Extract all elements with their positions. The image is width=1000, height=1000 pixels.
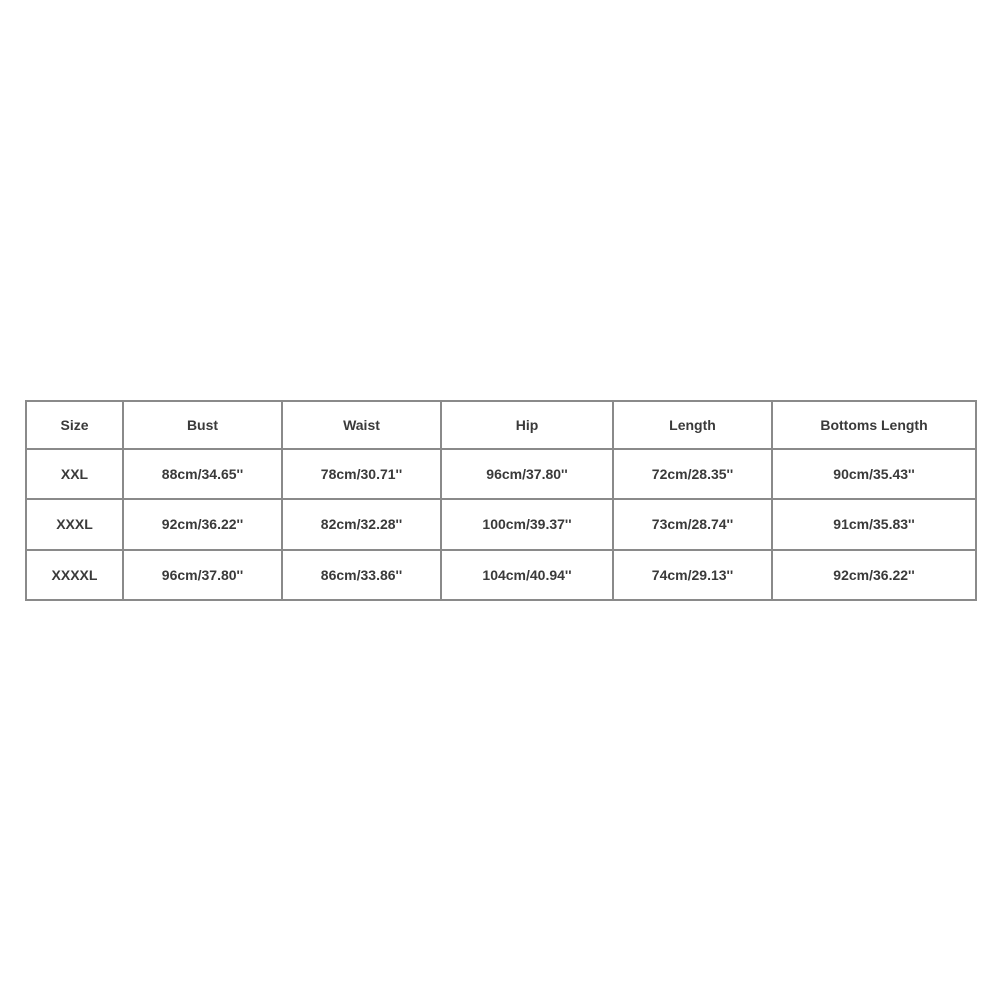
cell-length: 73cm/28.74'' bbox=[613, 499, 772, 549]
header-length: Length bbox=[613, 401, 772, 449]
cell-waist: 78cm/30.71'' bbox=[282, 449, 441, 499]
table-row bbox=[26, 550, 976, 600]
cell-size: XXXL bbox=[26, 499, 123, 549]
cell-length: 74cm/29.13'' bbox=[613, 550, 772, 600]
cell-hip: 100cm/39.37'' bbox=[441, 499, 613, 549]
header-row bbox=[26, 401, 976, 449]
cell-length: 72cm/28.35'' bbox=[613, 449, 772, 499]
size-chart-table bbox=[25, 400, 977, 601]
cell-bust: 92cm/36.22'' bbox=[123, 499, 282, 549]
header-size: Size bbox=[26, 401, 123, 449]
cell-waist: 82cm/32.28'' bbox=[282, 499, 441, 549]
cell-hip: 104cm/40.94'' bbox=[441, 550, 613, 600]
cell-size: XXXXL bbox=[26, 550, 123, 600]
cell-bottoms-length: 91cm/35.83'' bbox=[772, 499, 976, 549]
table-row bbox=[26, 499, 976, 549]
header-waist: Waist bbox=[282, 401, 441, 449]
header-bottoms-length: Bottoms Length bbox=[772, 401, 976, 449]
cell-bust: 88cm/34.65'' bbox=[123, 449, 282, 499]
size-chart-body bbox=[26, 449, 976, 600]
cell-bottoms-length: 90cm/35.43'' bbox=[772, 449, 976, 499]
cell-waist: 86cm/33.86'' bbox=[282, 550, 441, 600]
cell-bust: 96cm/37.80'' bbox=[123, 550, 282, 600]
header-hip: Hip bbox=[441, 401, 613, 449]
cell-hip: 96cm/37.80'' bbox=[441, 449, 613, 499]
table-row bbox=[26, 449, 976, 499]
cell-bottoms-length: 92cm/36.22'' bbox=[772, 550, 976, 600]
cell-size: XXL bbox=[26, 449, 123, 499]
header-bust: Bust bbox=[123, 401, 282, 449]
size-chart-header bbox=[26, 401, 976, 449]
